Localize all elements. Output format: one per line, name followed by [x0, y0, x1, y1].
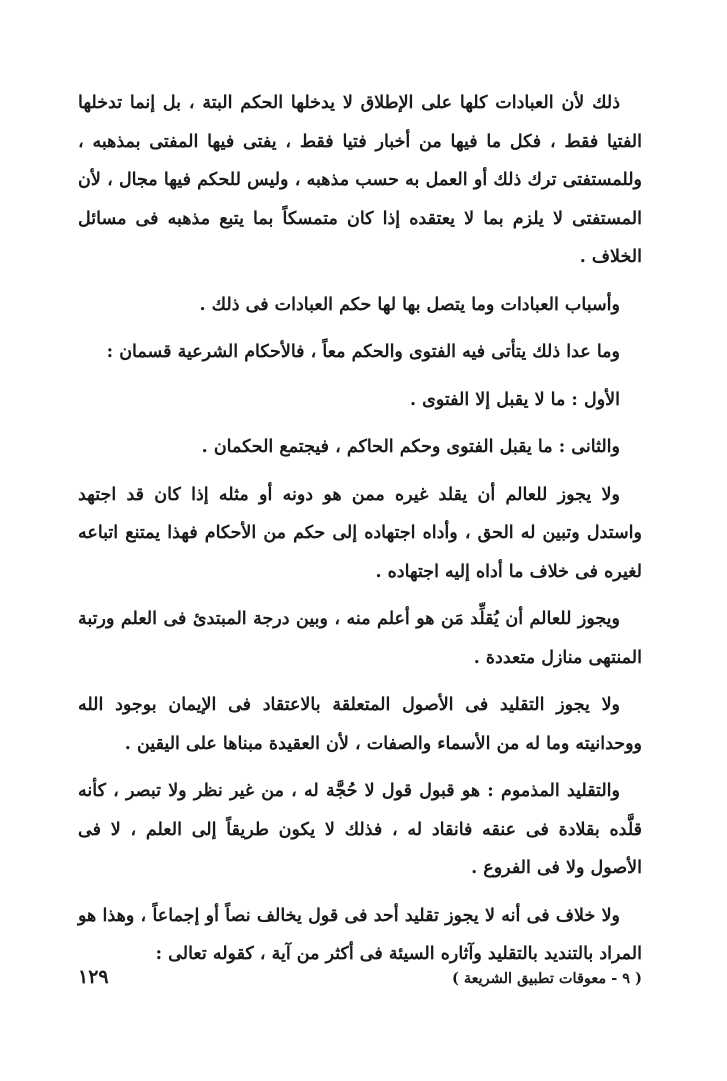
paragraph-4: الأول : ما لا يقبل إلا الفتوى .: [409, 389, 620, 410]
paragraph-3: وما عدا ذلك يتأتى فيه الفتوى والحكم معاً ، فالأحكام الشرعية قسمان :: [106, 342, 620, 362]
page-footer: [78, 966, 642, 996]
paragraph-9: والتقليد المذموم : هو قبول قول لا حُجَّة له ، من غير نظر ولا تبصر ، كأنه قلَّده بقلادة فى عنقه فانقاد له ، فذلك لا يكون طريقاً إلى العلم ، لا فى الأصول ولا فى الفروع .: [78, 781, 642, 878]
paragraph-6: ولا يجوز للعالم أن يقلد غيره ممن هو دونه أو مثله إذا كان قد اجتهد واستدل وتبين له الحق ، وأداه اجتهاده إلى حكم من الأحكام فهذا يمتنع اتباعه لغيره فى خلاف ما أداه إليه اجتهاده .: [78, 484, 642, 582]
chapter-signature: ( ٩ - معوقات تطبيق الشريعة ): [451, 970, 642, 987]
body-text: [78, 84, 642, 974]
paragraph-2: وأسباب العبادات وما يتصل بها لها حكم العبادات فى ذلك .: [199, 294, 620, 315]
paragraph-8: ولا يجوز التقليد فى الأصول المتعلقة بالاعتقاد فى الإيمان بوجود الله ووحدانيته وما له من الأسماء والصفات ، لأن العقيدة مبناها على اليقين .: [78, 695, 642, 754]
paragraph-1: ذلك لأن العبادات كلها على الإطلاق لا يدخلها الحكم البتة ، بل إنما تدخلها الفتيا فقط ، فكل ما فيها من أخبار فتيا فقط ، يفتى فيها المفتى بمذهبه ، وللمستفتى ترك ذلك أو العمل به حسب مذهبه ، وليس للحكم فيها مجال ، لأن المستفتى لا يلزم بما لا يعتقده إذا كان متمسكاً بما يتبع مذهبه فى مسائل الخلاف .: [78, 93, 642, 267]
page-number: ١٢٩: [78, 966, 109, 988]
paragraph-10: ولا خلاف فى أنه لا يجوز تقليد أحد فى قول يخالف نصاً أو إجماعاً ، وهذا هو المراد بالتنديد بالتقليد وآثاره السيئة فى أكثر من آية ، كقوله تعالى :: [78, 905, 642, 964]
paragraph-5: والثانى : ما يقبل الفتوى وحكم الحاكم ، فيجتمع الحكمان .: [201, 437, 620, 457]
paragraph-7: ويجوز للعالم أن يُقلِّد مَن هو أعلم منه ، وبين درجة المبتدئ فى العلم ورتبة المنتهى منازل متعددة .: [78, 609, 642, 668]
